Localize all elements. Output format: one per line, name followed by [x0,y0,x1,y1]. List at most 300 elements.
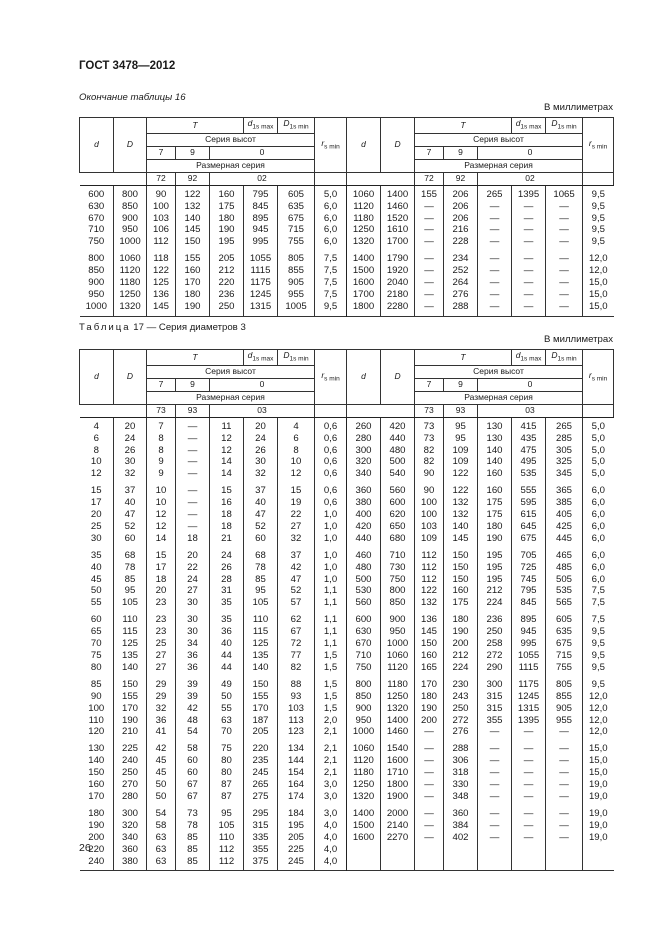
table-cell: 5,0 [315,185,347,200]
table-cell: 35 [210,597,244,609]
table-cell: 745 [512,574,546,586]
table-cell: 405 [546,509,583,521]
table-cell: 1900 [381,791,415,803]
table-cell: 112 [147,236,176,248]
table-cell: 15,0 [583,767,614,779]
table-cell: 950 [114,224,147,236]
table-cell: 206 [444,185,478,200]
table-cell: 1460 [381,201,415,213]
table-cell: 1,0 [315,574,347,586]
table-cell: 435 [512,433,546,445]
table-cell: — [415,767,444,779]
table-cell: 6,0 [315,213,347,225]
table-cell: 175 [478,509,512,521]
table-cell: — [546,236,583,248]
table-cell: 600 [347,609,381,626]
table-cell: 47 [278,574,315,586]
table-cell: 200 [444,638,478,650]
table-cell: 19,0 [583,820,614,832]
table-cell: 15,0 [583,755,614,767]
table-cell: 28 [210,574,244,586]
table-cell: 190 [444,626,478,638]
table-cell: 20 [147,585,176,597]
table-cell: 2,0 [315,715,347,727]
table-cell: — [415,248,444,265]
table-cell: 216 [444,224,478,236]
table-cell: 165 [415,662,444,674]
table-cell: 1120 [114,265,147,277]
table-cell: 945 [244,224,278,236]
table-cell: 37 [114,480,147,497]
table-cell: 645 [512,521,546,533]
table-cell: — [546,779,583,791]
table-cell: — [478,301,512,316]
table-cell: 800 [88,253,105,265]
table-cell: 1600 [381,755,415,767]
table-cell: 49 [210,674,244,691]
table-cell: 170 [415,674,444,691]
table-cell: — [512,236,546,248]
table-cell: 755 [278,236,315,248]
table-cell: 12 [210,445,244,457]
table-row [80,691,614,703]
table-cell: 150 [444,574,478,586]
table-row [80,224,614,236]
table-cell: 15,0 [583,277,614,289]
table-cell: 27 [147,662,176,674]
t17-size-93-right: 93 [444,404,478,417]
t17-col-T: T [147,350,244,366]
t17-col-D: D [114,350,147,405]
table-row [80,574,614,586]
table-cell: 26 [244,445,278,457]
table-cell: 9,5 [583,662,614,674]
table-cell: 115 [114,626,147,638]
table-cell: 67 [176,791,210,803]
table-cell: 20 [244,417,278,432]
table-cell: 85 [90,678,102,690]
table-cell: 41 [147,726,176,738]
table-cell: 132 [444,509,478,521]
table-cell: 40 [114,497,147,509]
table-cell: 1250 [347,779,381,791]
table-cell: — [176,468,210,480]
table-cell: 260 [347,417,381,432]
table-cell: 110 [114,609,147,626]
table-cell: 22 [278,509,315,521]
table-cell: 34 [176,638,210,650]
table16-body [80,185,614,316]
table-cell: 15,0 [583,301,614,316]
table-cell: 109 [444,456,478,468]
table-cell: 2140 [381,820,415,832]
table-row [80,779,614,791]
table-cell: 320 [114,820,147,832]
table-cell: 105 [210,820,244,832]
table-cell: — [478,767,512,779]
table-cell: 1700 [381,236,415,248]
table-cell: — [512,779,546,791]
table-cell: 595 [512,497,546,509]
table-cell: 42 [278,562,315,574]
table-cell: 420 [381,417,415,432]
table-cell: 42 [176,703,210,715]
table-cell: 615 [512,509,546,521]
table-cell: — [546,832,583,844]
t17-size-03: 03 [210,404,315,417]
table-row [80,738,614,755]
table-row [80,650,614,662]
table-cell: 90 [415,480,444,497]
table-cell: — [478,726,512,738]
table-cell: 39 [176,674,210,691]
size-72-right: 72 [415,172,444,185]
t17-size-73: 73 [147,404,176,417]
table-row [80,277,614,289]
table-cell: 315 [478,691,512,703]
table-cell: 710 [88,224,105,236]
table-cell: 4,0 [315,820,347,832]
table-cell: 4,0 [315,856,347,871]
table-row [80,545,614,562]
table-cell: 228 [444,236,478,248]
table16-units: В миллиметрах [543,102,613,113]
table-cell: — [415,213,444,225]
table-cell: 110 [244,609,278,626]
table-cell: 1,0 [315,545,347,562]
table-cell: 140 [244,662,278,674]
table-cell: 560 [381,480,415,497]
table-cell: 2180 [381,289,415,301]
table-cell: 9 [147,456,176,468]
table-cell: 475 [512,445,546,457]
table-cell: 995 [244,236,278,248]
table-cell: 85 [114,574,147,586]
table-cell: 264 [444,277,478,289]
table-cell: 1060 [347,185,381,200]
table-cell: 230 [444,674,478,691]
table-cell: — [512,213,546,225]
table-cell: 18 [210,521,244,533]
table-cell: 365 [546,480,583,497]
table-cell: 26 [114,445,147,457]
table-cell: 29 [147,674,176,691]
table-cell: 1115 [512,662,546,674]
table-cell: 17 [147,562,176,574]
table-cell: 1395 [512,715,546,727]
table17 [79,349,614,871]
table-cell: 184 [278,803,315,820]
table-cell: 82 [415,456,444,468]
table-cell: 800 [347,674,381,691]
table-cell: 12 [210,433,244,445]
table-cell: 380 [114,856,147,871]
table-cell: 235 [244,755,278,767]
table-cell: — [512,726,546,738]
table-cell: 1000 [85,300,107,312]
table-cell: 7,5 [315,277,347,289]
height-9: 9 [176,146,210,159]
table-cell: 80 [210,755,244,767]
page-number: 26 [79,842,91,854]
table-cell: 6 [278,433,315,445]
table-cell: 136 [415,609,444,626]
table-cell: — [415,803,444,820]
table-cell: — [512,301,546,316]
table-cell: 90 [415,468,444,480]
table-cell: 1180 [114,277,147,289]
table-cell: 845 [512,597,546,609]
table-cell: 77 [278,650,315,662]
table-cell: 144 [278,755,315,767]
table-cell: 32 [114,468,147,480]
table-cell: 47 [244,509,278,521]
table-cell: 250 [114,767,147,779]
table-cell: 320 [347,456,381,468]
table-cell: 60 [176,767,210,779]
table-cell: 1610 [381,224,415,236]
table-cell: 100 [415,509,444,521]
t17-col-D-right: D [381,350,415,405]
table-cell: 7,5 [583,597,614,609]
table-cell: 710 [347,650,381,662]
col-d: d [80,118,114,173]
table-cell: 87 [210,791,244,803]
table-cell: — [478,201,512,213]
table-cell: 24 [210,545,244,562]
table-cell: 195 [278,820,315,832]
table-cell: 45 [90,573,102,585]
table-cell: 950 [347,715,381,727]
table-cell: — [546,767,583,779]
t17-col-T-right: T [415,350,512,366]
table-cell: 400 [347,509,381,521]
table-cell: 1,1 [315,597,347,609]
col-T: T [147,118,244,134]
table-cell: 190 [176,301,210,316]
table-row [80,832,614,844]
table-cell: 120 [88,726,105,738]
table-cell: 0,6 [315,468,347,480]
height-7: 7 [147,146,176,159]
table-cell: — [512,201,546,213]
col-d-right: d [347,118,381,173]
table-cell: 122 [444,468,478,480]
table-cell: 330 [444,779,478,791]
table-cell: 236 [478,609,512,626]
table-cell: 95 [444,433,478,445]
table-cell: 23 [147,626,176,638]
table-cell: 318 [444,767,478,779]
table-cell: — [415,236,444,248]
table-cell: — [415,277,444,289]
table-cell: 180 [444,609,478,626]
table-cell: 140 [444,521,478,533]
table-cell: 7,5 [315,248,347,265]
height-0: 0 [210,146,315,159]
table-cell: 15 [278,480,315,497]
table-cell: 103 [278,703,315,715]
table-cell: 134 [278,738,315,755]
table-cell: 272 [478,650,512,662]
table-cell: 90 [90,690,102,702]
table-cell: 950 [88,288,105,300]
table-cell: 206 [444,201,478,213]
table-cell: 205 [278,832,315,844]
table-cell: 20 [90,509,102,521]
series-heights-label-right: Серия высот [415,133,583,146]
table-cell: 122 [176,185,210,200]
table-cell: 63 [210,715,244,727]
table-cell: 252 [444,265,478,277]
table-cell: 1800 [347,301,381,316]
table-cell: 315 [244,820,278,832]
table-cell: — [478,265,512,277]
table-cell: 1600 [347,832,381,844]
table-cell: 1320 [381,703,415,715]
table-cell: 505 [546,574,583,586]
table-cell: 220 [244,738,278,755]
table-cell: 710 [381,545,415,562]
table-cell [583,844,614,856]
col-d1s-right: $d_{1s max}$ [512,118,546,134]
table-cell: 140 [176,213,210,225]
table-cell: 295 [244,803,278,820]
table-cell: 22 [176,562,210,574]
table-cell: — [176,417,210,432]
table-cell: 82 [278,662,315,674]
table-cell: 155 [244,691,278,703]
table-cell: 95 [244,585,278,597]
table-cell: 60 [114,533,147,545]
table-cell: 112 [415,562,444,574]
table-cell: 9,5 [583,626,614,638]
table-cell: 67 [176,779,210,791]
table-row [80,248,614,265]
table-cell: 6 [93,432,99,444]
table-cell: 50 [147,791,176,803]
table-cell: 630 [88,200,105,212]
table-cell: 6,0 [315,224,347,236]
table-cell: 12 [278,468,315,480]
table-cell: 175 [210,201,244,213]
table-cell: 155 [114,691,147,703]
table-cell: 5,0 [583,456,614,468]
table-cell: 1710 [381,767,415,779]
table-cell: 63 [147,832,176,844]
table-cell: 45 [147,767,176,779]
table-cell: 2,1 [315,767,347,779]
t17-col-d: d [80,350,114,405]
table-cell: 60 [176,755,210,767]
table-cell: 37 [244,480,278,497]
table-cell: 355 [244,844,278,856]
table-cell: 14 [210,468,244,480]
table-cell: 93 [278,691,315,703]
table-cell: 285 [546,433,583,445]
col-T-right: T [415,118,512,134]
table-row [80,236,614,248]
table-cell: 680 [381,533,415,545]
table-cell: 187 [244,715,278,727]
table-cell: 24 [114,433,147,445]
table-cell: 1115 [244,265,278,277]
table-cell: 2280 [381,301,415,316]
table-cell: 495 [512,456,546,468]
table-cell: 130 [478,433,512,445]
table-cell: 535 [546,585,583,597]
table-cell: 190 [415,703,444,715]
table-cell: 19,0 [583,779,614,791]
table-cell: — [415,301,444,316]
table-cell: 1,5 [315,674,347,691]
table-cell: 300 [347,445,381,457]
table-cell: 245 [278,856,315,871]
table-cell: 150 [444,545,478,562]
table-cell: 280 [347,433,381,445]
size-02: 02 [210,172,315,185]
table-cell: 175 [444,597,478,609]
table-cell: 8 [147,445,176,457]
table-cell: 650 [381,521,415,533]
table-row [80,289,614,301]
table-cell: 725 [512,562,546,574]
table-cell: 1065 [546,185,583,200]
t17-series-heights-label-right: Серия высот [415,365,583,378]
table-cell: 180 [415,691,444,703]
table-cell: 180 [176,289,210,301]
table-cell: 1060 [347,738,381,755]
table-cell: 35 [210,609,244,626]
table-cell: 355 [478,715,512,727]
table-cell [444,844,478,856]
table-cell: 95 [444,417,478,432]
table-cell: — [478,289,512,301]
table-cell: 1500 [347,265,381,277]
t17-height-9-right: 9 [444,378,478,391]
table-cell: 110 [88,714,104,726]
table-cell: 170 [88,790,105,802]
table-cell: — [546,289,583,301]
table-cell: 4,0 [315,832,347,844]
table-cell: 675 [512,533,546,545]
table-cell: 3,0 [315,791,347,803]
table-cell: 45 [147,755,176,767]
table-cell: 600 [381,497,415,509]
table-cell: 82 [415,445,444,457]
table-cell: 54 [147,803,176,820]
table-cell: 20 [114,417,147,432]
table-cell: 40 [90,561,102,573]
table-cell: 125 [114,638,147,650]
size-72: 72 [147,172,176,185]
table-cell: — [176,433,210,445]
table-cell: 68 [114,545,147,562]
table-cell: 348 [444,791,478,803]
table-cell: — [512,289,546,301]
table-cell: 145 [444,533,478,545]
table-cell: 40 [244,497,278,509]
table-cell: — [415,779,444,791]
table-cell: 2,1 [315,755,347,767]
table-cell: 170 [114,703,147,715]
table-cell: 1700 [347,289,381,301]
table-cell: 15 [90,485,102,497]
table-cell: 7,5 [315,265,347,277]
table-cell: 360 [444,803,478,820]
table-cell: — [546,201,583,213]
table-cell: 113 [278,715,315,727]
